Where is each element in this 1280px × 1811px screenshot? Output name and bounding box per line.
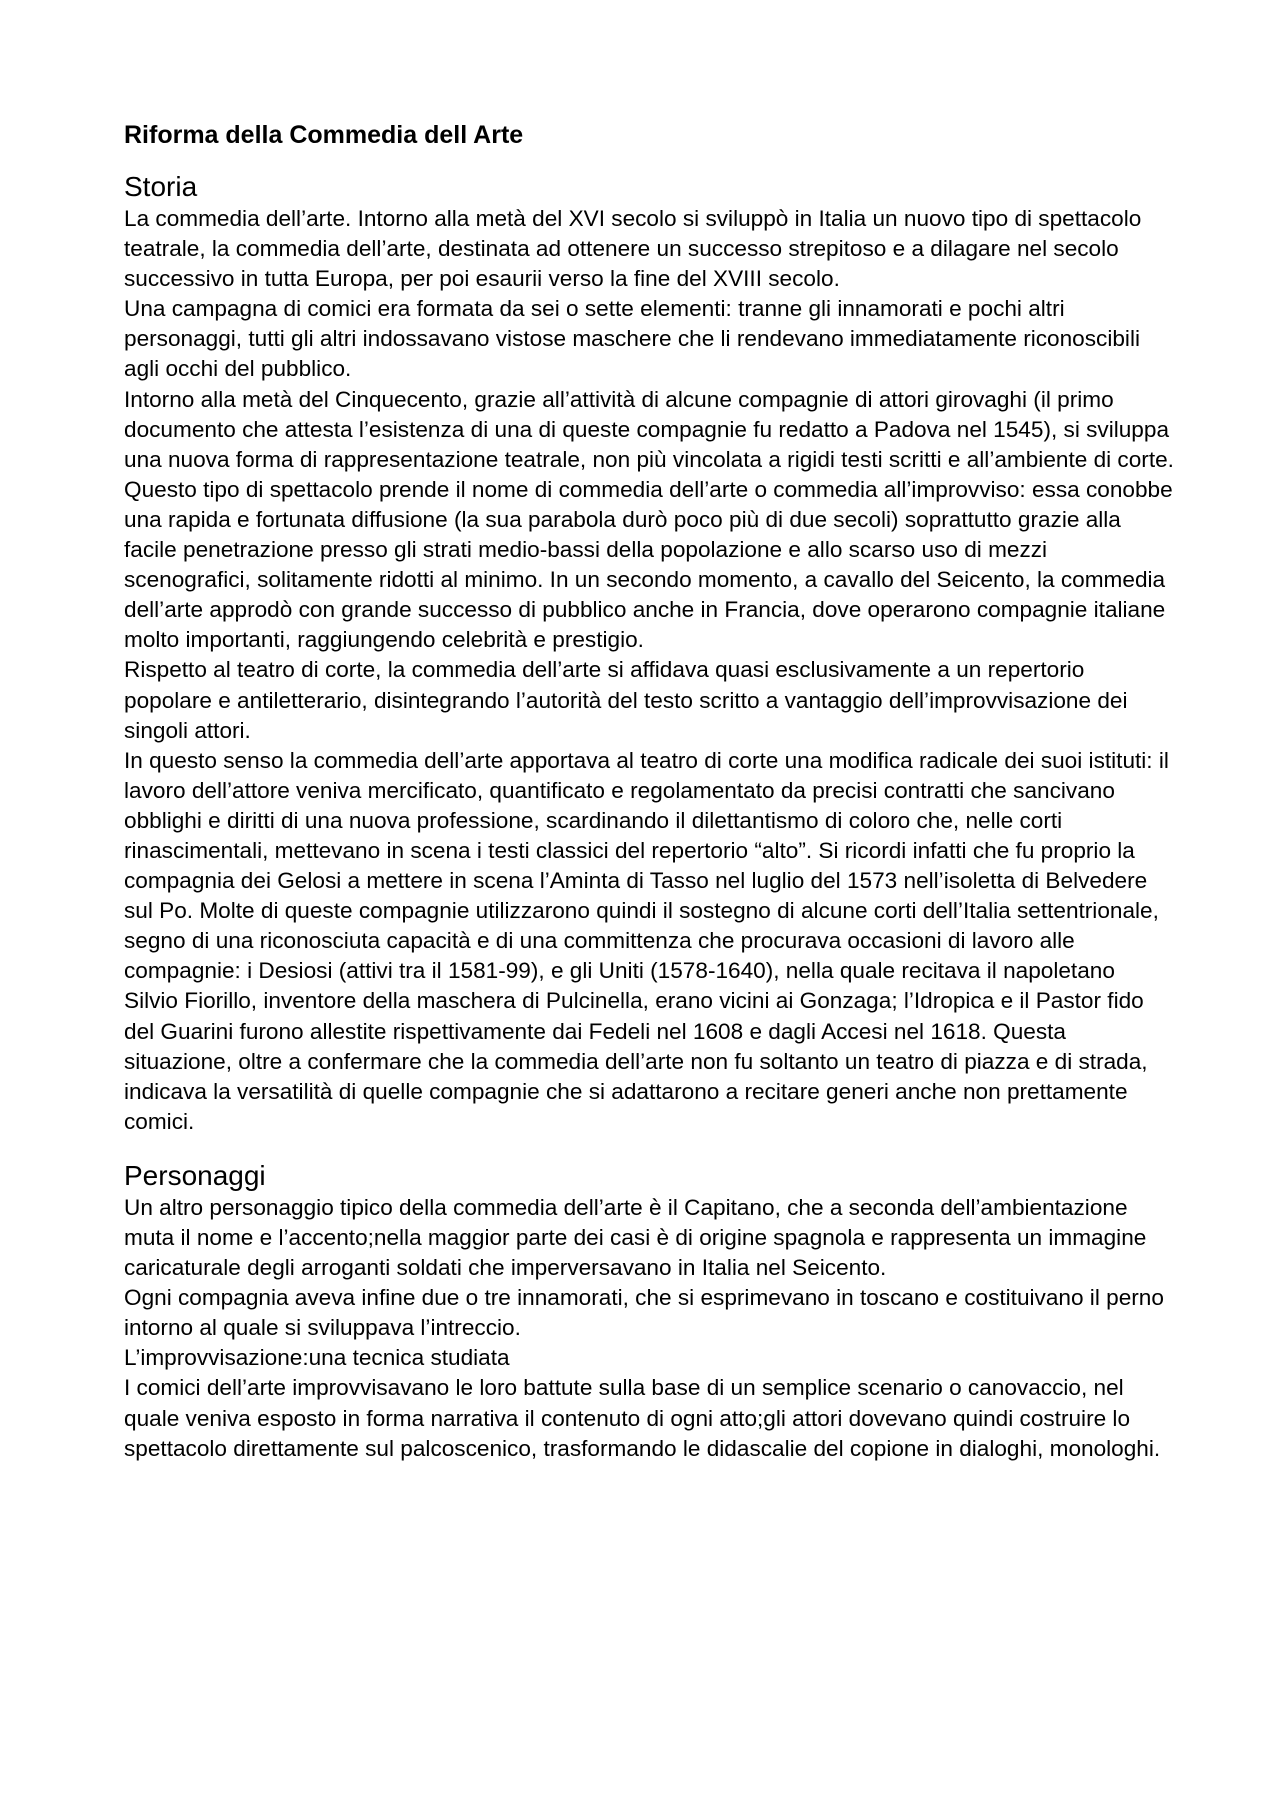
section-personaggi [124,1159,1174,1464]
paragraph: In questo senso la commedia dell’arte apportava al teatro di corte una modifica radicale dei suoi istituti: il lavoro dell’attore veniva mercificato, quantificato e regolamentato da precisi contratti che sancivano obblighi e diritti di una nuova professione, scardinando il dilettantismo di coloro che, nelle corti rinascimentali, mettevano in scena i testi classici del repertorio “alto”. Si ricordi infatti che fu proprio la compagnia dei Gelosi a mettere in scena l’Aminta di Tasso nel luglio del 1573 nell’isoletta di Belvedere sul Po. Molte di queste compagnie utilizzarono quindi il sostegno di alcune corti dell’Italia settentrionale, segno di una riconosciuta capacità e di una committenza che procurava occasioni di lavoro alle compagnie: i Desiosi (attivi tra il 1581-99), e gli Uniti (1578-1640), nella quale recitava il napoletano Silvio Fiorillo, inventore della maschera di Pulcinella, erano vicini ai Gonzaga; l’Idropica e il Pastor fido del Guarini furono allestite rispettivamente dai Fedeli nel 1608 e dagli Accesi nel 1618. Questa situazione, oltre a confermare che la commedia dell’arte non fu soltanto un teatro di piazza e di strada, indicava la versatilità di quelle compagnie che si adattarono a recitare generi anche non prettamente comici. [124,747,1169,1134]
paragraph: I comici dell’arte improvvisavano le loro battute sulla base di un semplice scenario o canovaccio, nel quale veniva esposto in forma narrativa il contenuto di ogni atto;gli attori dovevano quindi costruire lo spettacolo direttamente sul palcoscenico, trasformando le didascalie del copione in dialoghi, monologhi. [124,1375,1161,1461]
section-heading-storia: Storia [124,171,198,202]
section-storia [124,170,1174,1137]
paragraph: Questo tipo di spettacolo prende il nome di commedia dell’arte o commedia all’improvviso: essa conobbe una rapida e fortunata diffusione (la sua parabola durò poco più di due secoli) soprattutto grazie alla facile penetrazione presso gli strati medio-bassi della popolazione e allo scarso uso di mezzi scenografici, solitamente ridotti al minimo. In un secondo momento, a cavallo del Seicento, la commedia dell’arte approdò con grande successo di pubblico anche in Francia, dove operarono compagnie italiane molto importanti, raggiungendo celebrità e prestigio. [124,476,1173,653]
document-title: Riforma della Commedia dell Arte [124,121,524,149]
section-heading-personaggi: Personaggi [124,1159,266,1191]
paragraph: Un altro personaggio tipico della commedia dell’arte è il Capitano, che a seconda dell’ambientazione muta il nome e l’accento;nella maggior parte dei casi è di origine spagnola e rappresenta un immagine caricaturale degli arroganti soldati che imperversavano in Italia nel Seicento. [124,1194,1147,1281]
subheading-improvvisazione: L’improvvisazione:una tecnica studiata [124,1345,510,1371]
document-page [124,120,1174,1464]
paragraph: La commedia dell’arte. Intorno alla metà del XVI secolo si sviluppò in Italia un nuovo tipo di spettacolo teatrale, la commedia dell’arte, destinata ad ottenere un successo strepitoso e a dilagare nel secolo successivo in tutta Europa, per poi esaurii verso la fine del XVIII secolo. [124,206,1142,292]
paragraph: Intorno alla metà del Cinquecento, grazie all’attività di alcune compagnie di attori girovaghi (il primo documento che attesta l’esistenza di una di queste compagnie fu redatto a Padova nel 1545), si sviluppa una nuova forma di rappresentazione teatrale, non più vincolata a rigidi testi scritti e all’ambiente di corte. [124,386,1174,472]
paragraph: Rispetto al teatro di corte, la commedia dell’arte si affidava quasi esclusivamente a un repertorio popolare e antiletterario, disintegrando l’autorità del testo scritto a vantaggio dell’improvvisazione dei singoli attori. [124,657,1128,743]
paragraph: Ogni compagnia aveva infine due o tre innamorati, che si esprimevano in toscano e costituivano il perno intorno al quale si sviluppava l’intreccio. [124,1285,1164,1341]
paragraph: Una campagna di comici era formata da sei o sette elementi: tranne gli innamorati e pochi altri personaggi, tutti gli altri indossavano vistose maschere che li rendevano immediatamente riconoscibili agli occhi del pubblico. [124,296,1140,382]
